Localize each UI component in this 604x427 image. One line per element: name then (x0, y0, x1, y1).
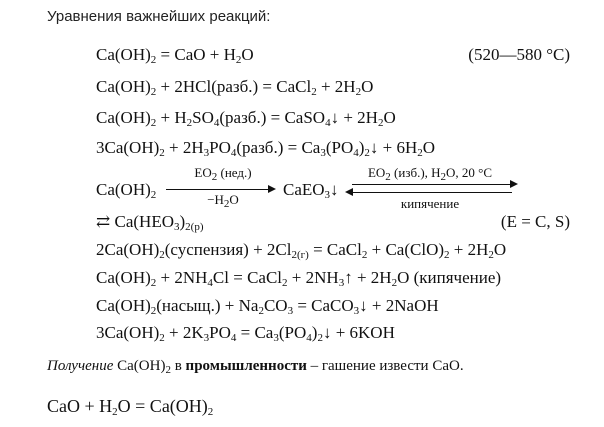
arrow-2-bottom-label: кипячение (400, 196, 460, 211)
arrow-2-reverse-head (345, 188, 353, 196)
equation-1-condition: (520—580 °C) (468, 45, 570, 64)
arrow-2-forward-head (510, 180, 518, 188)
equation-6: ⇄ $Ca(HEO_3)_{2(р)}$ (96, 212, 204, 233)
arrow-2-reverse-line (352, 192, 512, 193)
arrow-2-forward-line (352, 184, 512, 185)
industrial-production-note: Получение $Ca(OH)_2$ в промышленности – гашение извести CaO. (47, 358, 464, 376)
equation-6-condition: (E = C, S) (500, 212, 570, 231)
equation-5-reactant: $Ca(OH)_2$ (96, 180, 157, 201)
equation-5-intermediate: CaEO$_3$↓ (283, 180, 339, 201)
arrow-1-top-label: $EO_2$ (нед.) (194, 165, 252, 183)
equation-10: $3Ca(OH)_2 + 2K_3PO_4$ = $Ca_3(PO_4)_2↓ + 6KOH$ (96, 323, 395, 344)
equation-7: $2Ca(OH)_2(суспензия) + 2Cl_{2(г)}$ = CaCl$_2$ + $Ca(ClO)_2 + 2H_2O$ (96, 240, 507, 261)
arrow-1-bottom-label: $-H_2O$ (207, 192, 239, 210)
arrow-2-top-label: $EO_2$ (изб.), $H_2O$, 20 °C (367, 165, 493, 183)
equation-2: $Ca(OH)_2$ + 2HCl(разб.) = CaCl$_2$ + $2H_2O$ (96, 77, 374, 98)
equation-8: $Ca(OH)_2 + 2NH_4Cl$ = CaCl$_2$ + $2NH_3↑ + 2H_2O$ (кипячение) (96, 268, 502, 289)
equation-1: $Ca(OH)_2$ = CaO + $H_2O$ (96, 45, 254, 66)
equation-3: $Ca(OH)_2$ + $H_2SO_4(разб.)$ = CaSO$_4$↓ + $2H_2O$ (96, 108, 396, 129)
equation-4: $3Ca(OH)_2$ + $2H_3PO_4(разб.)$ = $Ca_3(PO_4)_2↓ + 6H_2O$ (96, 138, 436, 159)
final-equation: CaO + $H_2O = Ca(OH)_2$ (47, 396, 214, 418)
section-heading: Уравнения важнейших реакций: (47, 8, 271, 25)
arrow-1-line (166, 189, 270, 190)
equation-9: $Ca(OH)_2(насыщ.) + Na_2CO_3$ = CaCO$_3$↓ + 2NaOH (96, 296, 439, 317)
